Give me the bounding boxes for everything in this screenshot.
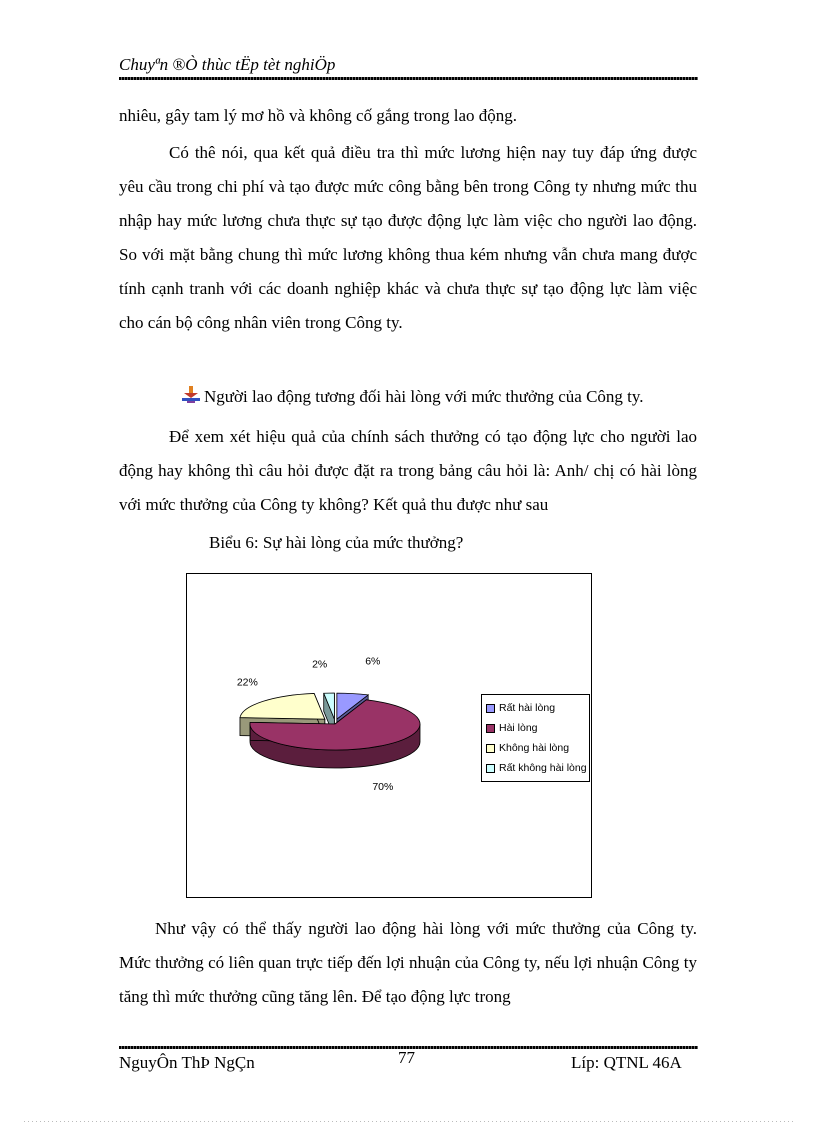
page-bottom-edge (24, 1121, 794, 1122)
bullet-arrow-icon (182, 386, 200, 404)
page-number: 77 (398, 1048, 415, 1067)
bullet-text: Người lao động tương đối hài lòng với mức thưởng của Công ty. (204, 387, 644, 406)
paragraph-3: Để xem xét hiệu quả của chính sách thưởng có tạo động lực cho người lao động hay không thì câu hỏi được đặt ra trong bảng câu hỏi là: Anh/ chị có hài lòng với mức thưởng của Công ty không? Kết quả thu được như sau (119, 427, 697, 514)
legend-item (486, 718, 589, 738)
legend-label-0: Rất hài lòng (499, 702, 556, 714)
chart-legend (481, 694, 590, 782)
paragraph-1: nhiêu, gây tam lý mơ hồ và không cố gắng trong lao động. (119, 106, 518, 125)
bullet-point (182, 380, 702, 414)
footer-author: NguyÔn ThÞ NgÇn (119, 1053, 255, 1072)
legend-swatch-3 (486, 764, 495, 773)
legend-swatch-2 (486, 744, 495, 753)
pie-label-3: 2% (312, 658, 328, 671)
pie-label-0: 6% (365, 655, 381, 668)
legend-label-3: Rất không hài lòng (499, 762, 587, 774)
legend-item (486, 698, 589, 718)
paragraph-2: Có thê nói, qua kết quả điều tra thì mức lương hiện nay tuy đáp ứng được yêu cầu trong chi phí và tạo được mức công bằng bên trong Công ty nhưng mức thu nhập hay mức lương chưa thực sự tạo được động lực làm việc cho người lao động. So với mặt bằng chung thì mức lương không thua kém nhưng vẫn chưa mang được tính cạnh tranh với các doanh nghiệp khác và chưa thực sự tạo động lực làm việc cho cán bộ công nhân viên trong Công ty. (119, 143, 697, 332)
legend-label-2: Không hài lòng (499, 742, 570, 754)
paragraph-4: Như vậy có thể thấy người lao động hài lòng với mức thưởng của Công ty. Mức thưởng có liên quan trực tiếp đến lợi nhuận của Công ty, nếu lợi nhuận Công ty tăng thì mức thưởng cũng tăng lên. Để tạo động lực trong (119, 919, 697, 1006)
pie-slice-2 (240, 693, 325, 719)
pie-label-2: 22% (236, 676, 258, 689)
legend-item (486, 738, 589, 758)
legend-label-1: Hài lòng (499, 722, 538, 734)
header-divider (119, 77, 698, 80)
page-header-title: Chuyªn ®Ò thùc tËp tèt nghiÖp (119, 55, 336, 74)
footer-class: Líp: QTNL 46A (571, 1053, 682, 1072)
pie-chart (186, 573, 592, 898)
legend-item (486, 758, 589, 778)
chart-caption: Biểu 6: Sự hài lòng của mức thưởng? (209, 533, 464, 552)
legend-swatch-1 (486, 724, 495, 733)
pie-label-1: 70% (372, 780, 394, 793)
legend-swatch-0 (486, 704, 495, 713)
